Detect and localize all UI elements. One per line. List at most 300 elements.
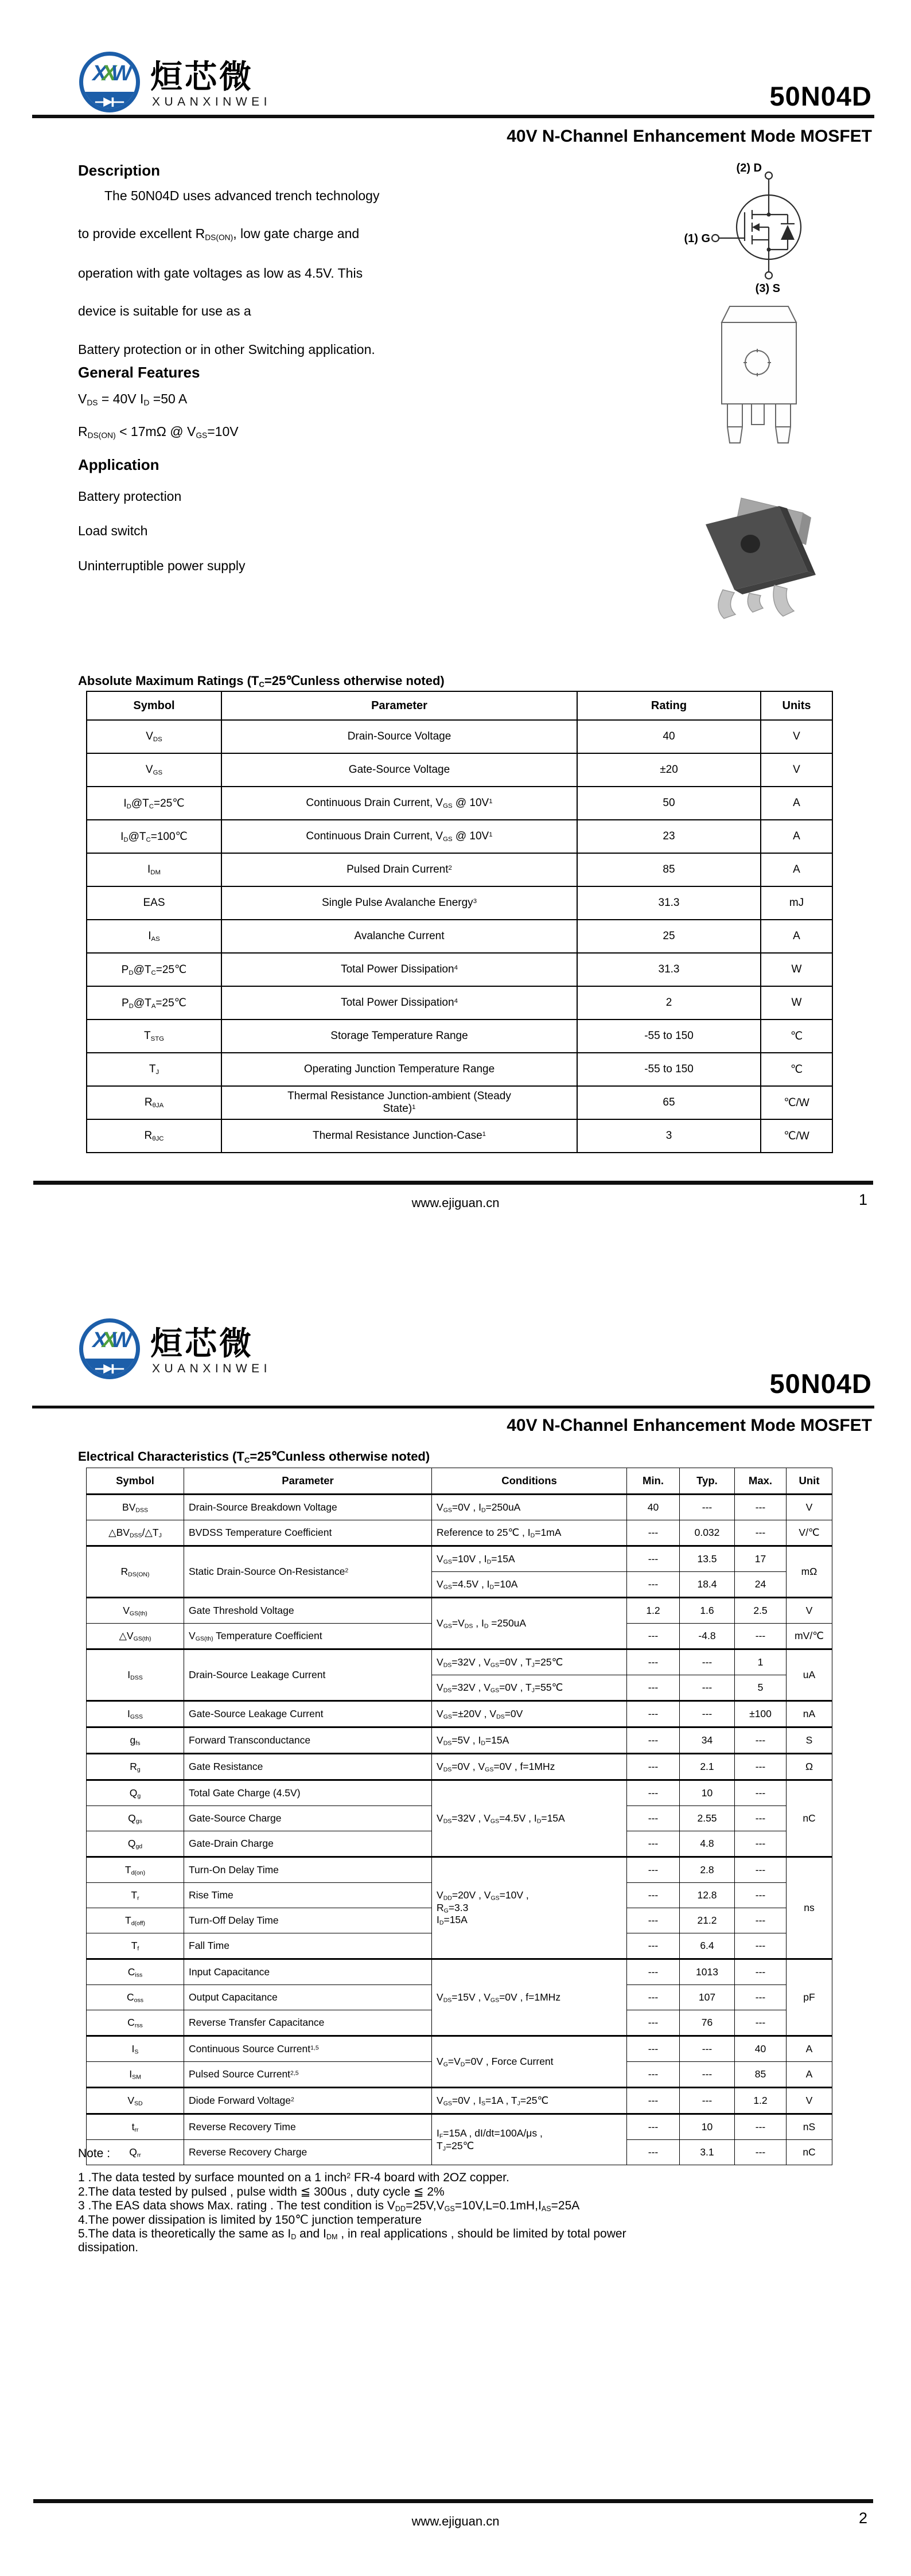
table-cell: Ω (787, 1754, 832, 1780)
diode-icon (94, 1363, 125, 1375)
table-cell: Gate-Source Leakage Current (184, 1701, 432, 1727)
table-cell: nA (787, 1701, 832, 1727)
table-cell: $T_J$ (87, 1053, 221, 1086)
page-number: 2 (858, 2509, 867, 2527)
table-cell: $I_{GSS}$ (87, 1701, 184, 1727)
table-cell: --- (680, 1701, 735, 1727)
table-cell: Forward Transconductance (184, 1727, 432, 1754)
features-list (78, 391, 480, 457)
table-cell: ±100 (735, 1701, 787, 1727)
table-cell: 2.5 (735, 1598, 787, 1624)
table-cell: 6.4 (680, 1933, 735, 1959)
table-row (87, 820, 832, 853)
table-row (87, 2036, 832, 2062)
table-cell: 1.2 (627, 1598, 680, 1624)
table-cell: $C_{rss}$ (87, 2010, 184, 2036)
header-rule (32, 115, 874, 118)
table-row (87, 2088, 832, 2114)
table-cell: $g_{fs}$ (87, 1727, 184, 1754)
note-line: 5.The data is theoretically the same as $I_D$ and $I_{DM}$ , in real applications , should be limited by total power (78, 2227, 626, 2242)
footer-website: www.ejiguan.cn (411, 1196, 500, 1210)
table-cell: 18.4 (680, 1572, 735, 1598)
table-row (87, 753, 832, 787)
table-cell: --- (627, 2114, 680, 2140)
source-pin-label: (3) S (755, 282, 780, 295)
company-logo (79, 1318, 355, 1390)
column-header: Parameter (184, 1468, 432, 1495)
table-cell: ns (787, 1857, 832, 1959)
table-cell: --- (680, 2036, 735, 2062)
table-cell: 12.8 (680, 1883, 735, 1908)
table-cell: $V_{DS}=0V$ , $V_{GS}=0V$ , f=1MHz (432, 1754, 627, 1780)
table-cell: W (761, 953, 832, 986)
table-cell: $V_{DS}=32V$ , $V_{GS}=4.5V$ , $I_D=15A$ (432, 1780, 627, 1857)
table-cell: ℃ (761, 1053, 832, 1086)
table-cell: $V_{GS}$ (87, 753, 221, 787)
notes-list (78, 2171, 858, 2255)
table-cell: Gate Resistance (184, 1754, 432, 1780)
table-cell: --- (680, 1495, 735, 1520)
table-row (87, 1857, 832, 1883)
table-cell: nC (787, 1780, 832, 1857)
table-cell: 23 (577, 820, 761, 853)
table-cell: 4.8 (680, 1831, 735, 1857)
table-cell: --- (735, 1857, 787, 1883)
gate-pin-label: (1) G (684, 232, 710, 245)
table-cell: Input Capacitance (184, 1959, 432, 1985)
table-cell: 40 (577, 720, 761, 753)
electrical-characteristics-title: Electrical Characteristics ($T_C=25℃unless$ otherwise noted) (78, 1449, 430, 1465)
application-list (78, 489, 480, 593)
page-title: 40V N-Channel Enhancement Mode MOSFET (507, 127, 872, 146)
table-cell: --- (627, 1959, 680, 1985)
table-cell: --- (735, 1806, 787, 1831)
table-cell: 85 (735, 2062, 787, 2088)
table-cell: --- (627, 2010, 680, 2036)
description-line: The 50N04D uses advanced trench technology (104, 188, 380, 203)
table-cell: $V_{GS}=10V$ , $I_D=15A$ (432, 1546, 627, 1572)
table-cell: Thermal Resistance Junction-ambient (Steady State)$^1$ (221, 1086, 577, 1119)
table-cell: 40 (735, 2036, 787, 2062)
page-number: 1 (858, 1191, 867, 1208)
table-cell: $I_F=15A$ , dI/dt=100A/μs , $T_J=25℃$ (432, 2114, 627, 2165)
table-cell: Operating Junction Temperature Range (221, 1053, 577, 1086)
table-cell: --- (627, 1933, 680, 1959)
table-cell: V (787, 1495, 832, 1520)
table-cell: $BV_{DSS}$ (87, 1495, 184, 1520)
table-cell: Pulsed Source Current$^{2,5}$ (184, 2062, 432, 2088)
table-cell: 2.55 (680, 1806, 735, 1831)
table-cell: --- (680, 1675, 735, 1701)
table-cell: $V_{DS}=5V$ , $I_D=15A$ (432, 1727, 627, 1754)
table-row (87, 1053, 832, 1086)
table-cell: $I_S$ (87, 2036, 184, 2062)
table-cell: $V_{DS}=32V$ , $V_{GS}=0V$ , $T_J=55℃$ (432, 1675, 627, 1701)
mosfet-symbol-diagram (659, 159, 831, 297)
table-cell: mV/℃ (787, 1624, 832, 1649)
table-cell: --- (627, 1546, 680, 1572)
table-cell: -55 to 150 (577, 1019, 761, 1053)
absolute-maximum-ratings-table (86, 691, 833, 1153)
table-cell: --- (735, 1831, 787, 1857)
table-cell: A (761, 820, 832, 853)
table-cell: BVDSS Temperature Coefficient (184, 1520, 432, 1546)
table-cell: W (761, 986, 832, 1019)
table-row (87, 1119, 832, 1153)
table-cell: --- (735, 1495, 787, 1520)
table-cell: 65 (577, 1086, 761, 1119)
table-cell: Reverse Recovery Charge (184, 2140, 432, 2165)
table-cell: 85 (577, 853, 761, 886)
table-cell: --- (627, 2062, 680, 2088)
table-cell: Avalanche Current (221, 920, 577, 953)
table-cell: $I_{AS}$ (87, 920, 221, 953)
table-cell: 1.2 (735, 2088, 787, 2114)
table-cell: --- (680, 2062, 735, 2088)
table-cell: --- (735, 2114, 787, 2140)
logo-band (79, 1359, 140, 1379)
table-cell: $V_{DS}=32V$ , $V_{GS}=0V$ , $T_J=25℃$ (432, 1649, 627, 1675)
table-cell: $\triangle V_{GS(th)}$ (87, 1624, 184, 1649)
table-cell: --- (735, 1908, 787, 1933)
table-cell: Drain-Source Leakage Current (184, 1649, 432, 1701)
table-cell: $C_{iss}$ (87, 1959, 184, 1985)
table-cell: EAS (87, 886, 221, 920)
table-cell: --- (735, 1985, 787, 2010)
brand-english-name: XUANXINWEI (152, 95, 272, 108)
table-cell: 50 (577, 787, 761, 820)
table-row (87, 1701, 832, 1727)
table-cell: --- (735, 1520, 787, 1546)
brand-english-name: XUANXINWEI (152, 1362, 272, 1375)
table-cell: 24 (735, 1572, 787, 1598)
table-cell: --- (627, 1857, 680, 1883)
table-cell: Reverse Recovery Time (184, 2114, 432, 2140)
table-cell: Output Capacitance (184, 1985, 432, 2010)
table-row (87, 1649, 832, 1675)
table-row (87, 2114, 832, 2140)
table-cell: V (761, 753, 832, 787)
table-cell: 1.6 (680, 1598, 735, 1624)
table-cell: --- (627, 1520, 680, 1546)
table-cell: $R_{\theta JA}$ (87, 1086, 221, 1119)
table-cell: Total Power Dissipation$^4$ (221, 986, 577, 1019)
table-cell: Turn-On Delay Time (184, 1857, 432, 1883)
table-cell: $V_G=V_D=0V$ , Force Current (432, 2036, 627, 2088)
column-header: Symbol (87, 691, 221, 720)
bulk-arrow (752, 223, 760, 231)
table-cell: --- (627, 1701, 680, 1727)
column-header: Min. (627, 1468, 680, 1495)
table-cell: --- (680, 2088, 735, 2114)
table-cell: V/℃ (787, 1520, 832, 1546)
notes-section (78, 2147, 858, 2267)
table-cell: Drain-Source Voltage (221, 720, 577, 753)
table-cell: A (761, 853, 832, 886)
table-cell: Turn-Off Delay Time (184, 1908, 432, 1933)
table-cell: $I_D@T_C=25℃$ (87, 787, 221, 820)
table-row (87, 886, 832, 920)
table-row (87, 1520, 832, 1546)
table-cell: Continuous Drain Current, $V_{GS}$ @ $10V^1$ (221, 820, 577, 853)
table-cell: $P_D@T_A=25℃$ (87, 986, 221, 1019)
table-cell: Gate-Source Charge (184, 1806, 432, 1831)
table-cell: --- (627, 1806, 680, 1831)
table-cell: A (787, 2036, 832, 2062)
table-row (87, 1086, 832, 1119)
body-diode (781, 225, 795, 240)
application-line: Battery protection (78, 489, 182, 504)
table-cell: V (787, 1598, 832, 1624)
table-cell: $P_D@T_C=25℃$ (87, 953, 221, 986)
table-cell: $V_{GS}=V_{DS}$ , $I_D =250uA$ (432, 1598, 627, 1649)
part-number: 50N04D (769, 81, 872, 111)
column-header: Typ. (680, 1468, 735, 1495)
table-cell: --- (627, 2036, 680, 2062)
table-cell: 31.3 (577, 953, 761, 986)
table-cell: $T_{d(off)}$ (87, 1908, 184, 1933)
table-cell: 21.2 (680, 1908, 735, 1933)
application-line: Load switch (78, 523, 148, 539)
table-row (87, 853, 832, 886)
header-rule (32, 1406, 874, 1408)
table-cell: 10 (680, 2114, 735, 2140)
note-line: dissipation. (78, 2241, 139, 2255)
description-paragraph (78, 188, 503, 380)
table-cell: --- (627, 1727, 680, 1754)
table-cell: Reference to 25℃ , $I_D=1mA$ (432, 1520, 627, 1546)
brand-chinese-name: 烜芯微 (150, 1325, 254, 1363)
description-line: device is suitable for use as a (78, 303, 251, 319)
table-cell: $I_{SM}$ (87, 2062, 184, 2088)
table-cell: $Q_g$ (87, 1780, 184, 1806)
table-row (87, 1019, 832, 1053)
table-cell: $Q_{gs}$ (87, 1806, 184, 1831)
table-cell: --- (627, 2088, 680, 2114)
diode-icon (94, 96, 125, 108)
drain-pin-label: (2) D (736, 162, 762, 174)
table-cell: --- (735, 1883, 787, 1908)
table-cell: --- (735, 1959, 787, 1985)
table-cell: --- (680, 1649, 735, 1675)
table-cell: mΩ (787, 1546, 832, 1598)
table-cell: 2 (577, 986, 761, 1019)
footer-website: www.ejiguan.cn (411, 2514, 500, 2528)
table-cell: --- (735, 2140, 787, 2165)
table-cell: Thermal Resistance Junction-Case$^1$ (221, 1119, 577, 1153)
table-cell: Diode Forward Voltage$^2$ (184, 2088, 432, 2114)
column-header: Units (761, 691, 832, 720)
table-cell: --- (735, 1624, 787, 1649)
package-photo (688, 491, 832, 643)
table-cell: --- (627, 1780, 680, 1806)
logo-mark-icon (79, 1318, 140, 1379)
table-cell: 31.3 (577, 886, 761, 920)
table-cell: $T_f$ (87, 1933, 184, 1959)
table-row (87, 953, 832, 986)
table-cell: pF (787, 1959, 832, 2036)
table-cell: --- (735, 1727, 787, 1754)
table-cell: 1013 (680, 1959, 735, 1985)
table-cell: Continuous Drain Current, $V_{GS}$ @ $10V^1$ (221, 787, 577, 820)
table-cell: Drain-Source Breakdown Voltage (184, 1495, 432, 1520)
table-cell: 2.8 (680, 1857, 735, 1883)
table-cell: $V_{GS}=\pm 20V$ , $V_{DS}=0V$ (432, 1701, 627, 1727)
table-cell: $V_{DS}$ (87, 720, 221, 753)
column-header: Unit (787, 1468, 832, 1495)
brand-chinese-name: 烜芯微 (150, 59, 254, 96)
table-cell: A (761, 787, 832, 820)
table-cell: S (787, 1727, 832, 1754)
column-header: Rating (577, 691, 761, 720)
column-header: Max. (735, 1468, 787, 1495)
table-row (87, 1598, 832, 1624)
table-cell: 13.5 (680, 1546, 735, 1572)
table-row (87, 1727, 832, 1754)
table-row (87, 1546, 832, 1572)
logo-band (79, 92, 140, 112)
logo-mark-icon (79, 52, 140, 112)
table-cell: $V_{GS(th)}$ Temperature Coefficient (184, 1624, 432, 1649)
table-cell: --- (735, 2010, 787, 2036)
table-cell: --- (627, 1831, 680, 1857)
table-cell: ℃/W (761, 1086, 832, 1119)
table-cell: $V_{DD}=20V$ , $V_{GS}=10V$ , $R_G=3.3$ $I_D=15A$ (432, 1857, 627, 1959)
company-logo (79, 52, 355, 123)
feature-line: $V_{DS} = 40V$ $I_D =50$ A (78, 391, 188, 407)
table-cell: Static Drain-Source On-Resistance$^2$ (184, 1546, 432, 1598)
table-row (87, 1754, 832, 1780)
table-cell: $T_{d(on)}$ (87, 1857, 184, 1883)
table-cell: $R_{\theta JC}$ (87, 1119, 221, 1153)
table-cell: uA (787, 1649, 832, 1701)
table-cell: 107 (680, 1985, 735, 2010)
table-cell: nC (787, 2140, 832, 2165)
table-cell: 10 (680, 1780, 735, 1806)
table-cell: A (787, 2062, 832, 2088)
table-cell: $I_{DM}$ (87, 853, 221, 886)
table-cell: $V_{GS(th)}$ (87, 1598, 184, 1624)
table-cell: $C_{oss}$ (87, 1985, 184, 2010)
table-cell: --- (627, 1572, 680, 1598)
description-line: Battery protection or in other Switching application. (78, 341, 375, 357)
table-cell: 0.032 (680, 1520, 735, 1546)
table-cell: 25 (577, 920, 761, 953)
table-cell: $R_g$ (87, 1754, 184, 1780)
note-line: 3 .The EAS data shows Max. rating . The test condition is $V_{DD}=25V,V_{GS}=10V,L=0.1mH,I_{AS}=25A$ (78, 2199, 580, 2213)
table-cell: Single Pulse Avalanche Energy$^3$ (221, 886, 577, 920)
table-cell: $V_{GS}=0V$ , $I_D=250uA$ (432, 1495, 627, 1520)
table-cell: Continuous Source Current$^{1,5}$ (184, 2036, 432, 2062)
table-cell: -55 to 150 (577, 1053, 761, 1086)
table-cell: --- (627, 1624, 680, 1649)
table-cell: --- (627, 1985, 680, 2010)
table-cell: $t_{rr}$ (87, 2114, 184, 2140)
table-cell: --- (627, 1883, 680, 1908)
table-cell: ±20 (577, 753, 761, 787)
footer-rule (33, 1181, 873, 1185)
table-cell: 5 (735, 1675, 787, 1701)
table-cell: V (787, 2088, 832, 2114)
table-cell: --- (627, 1649, 680, 1675)
table-cell: $T_r$ (87, 1883, 184, 1908)
package-outline-drawing (710, 304, 808, 448)
table-cell: --- (627, 1908, 680, 1933)
table-cell: Gate-Drain Charge (184, 1831, 432, 1857)
table-cell: mJ (761, 886, 832, 920)
header-row (87, 1468, 832, 1495)
table-cell: Gate Threshold Voltage (184, 1598, 432, 1624)
table-cell: nS (787, 2114, 832, 2140)
table-cell: $V_{SD}$ (87, 2088, 184, 2114)
note-line: 4.The power dissipation is limited by 150℃ junction temperature (78, 2213, 422, 2227)
table-cell: --- (735, 1754, 787, 1780)
table-cell: $I_D@T_C=100℃$ (87, 820, 221, 853)
table-cell: Pulsed Drain Current$^2$ (221, 853, 577, 886)
table-cell: --- (627, 1754, 680, 1780)
table-cell: $Q_{gd}$ (87, 1831, 184, 1857)
electrical-characteristics-table (86, 1468, 832, 2165)
table-cell: Reverse Transfer Capacitance (184, 2010, 432, 2036)
table-cell: $V_{DS}=15V$ , $V_{GS}=0V$ , f=1MHz (432, 1959, 627, 2036)
description-line: operation with gate voltages as low as 4.5V. This (78, 265, 363, 281)
table-cell: 40 (627, 1495, 680, 1520)
column-header: Conditions (432, 1468, 627, 1495)
table-row (87, 920, 832, 953)
table-cell: --- (735, 1780, 787, 1806)
table-cell: Gate-Source Voltage (221, 753, 577, 787)
table-cell: ℃ (761, 1019, 832, 1053)
notes-heading: Note : (78, 2147, 111, 2160)
table-cell: --- (627, 2140, 680, 2165)
logo-xxw-text: XXW (92, 1328, 127, 1352)
page-title: 40V N-Channel Enhancement Mode MOSFET (507, 1416, 872, 1435)
table-row (87, 787, 832, 820)
table-cell: --- (627, 1675, 680, 1701)
column-header: Symbol (87, 1468, 184, 1495)
note-line: 2.The data tested by pulsed , pulse width ≦ 300us , duty cycle ≦ 2% (78, 2185, 445, 2198)
feature-line: $R_{DS(ON)} < 17m\Omega$ @ $V_{GS}=10V$ (78, 424, 239, 440)
table-row (87, 1780, 832, 1806)
table-row (87, 986, 832, 1019)
table-cell: 2.1 (680, 1754, 735, 1780)
table-cell: 76 (680, 2010, 735, 2036)
table-cell: $T_{STG}$ (87, 1019, 221, 1053)
table-cell: Storage Temperature Range (221, 1019, 577, 1053)
table-cell: 3 (577, 1119, 761, 1153)
application-line: Uninterruptible power supply (78, 558, 246, 573)
table-cell: 34 (680, 1727, 735, 1754)
table-row (87, 720, 832, 753)
table-cell: $V_{GS}=0V$ , $I_S=1A$ , $T_J=25℃$ (432, 2088, 627, 2114)
footer-rule (33, 2499, 873, 2503)
table-cell: Rise Time (184, 1883, 432, 1908)
description-line: to provide excellent $R_{DS(ON)}$, low gate charge and (78, 226, 360, 242)
table-cell: $\triangle BV_{DSS}/\triangle T_J$ (87, 1520, 184, 1546)
table-cell: ℃/W (761, 1119, 832, 1153)
table-cell: Total Gate Charge (4.5V) (184, 1780, 432, 1806)
table-row (87, 1959, 832, 1985)
table-cell: $Q_{rr}$ (87, 2140, 184, 2165)
note-line: 1 .The data tested by surface mounted on a 1 inch$^2$ FR-4 board with 2OZ copper. (78, 2171, 509, 2184)
part-number: 50N04D (769, 1368, 872, 1399)
table-cell: 3.1 (680, 2140, 735, 2165)
table-row (87, 1495, 832, 1520)
description-heading: Description (78, 162, 161, 179)
table-cell: -4.8 (680, 1624, 735, 1649)
table-cell: 1 (735, 1649, 787, 1675)
table-cell: Total Power Dissipation$^4$ (221, 953, 577, 986)
